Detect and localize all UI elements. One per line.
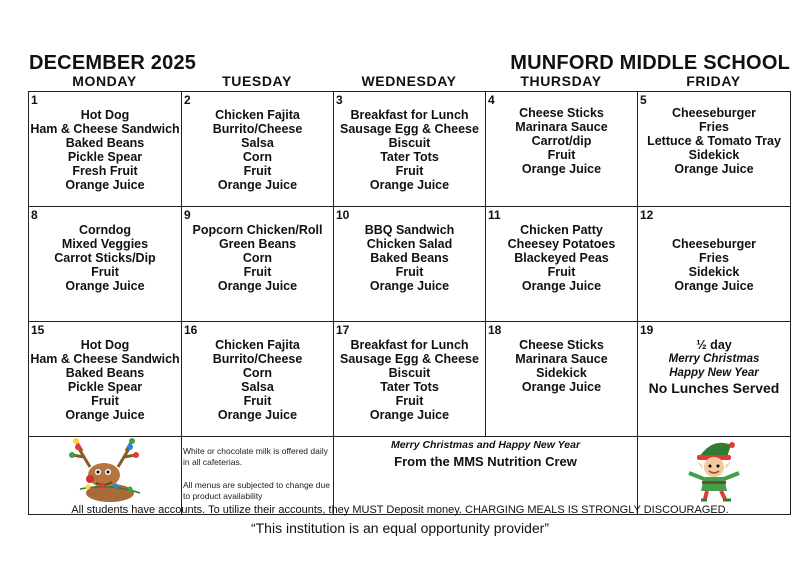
school-name: MUNFORD MIDDLE SCHOOL xyxy=(510,52,790,74)
menu-item: BBQ Sandwich xyxy=(364,223,455,237)
date-number: 17 xyxy=(336,323,350,337)
menu-item: Marinara Sauce xyxy=(515,120,608,134)
equal-opportunity-statement: “This institution is an equal opportunity provider” xyxy=(250,520,550,536)
menu-item: Fruit xyxy=(91,265,119,279)
day-cell xyxy=(486,92,638,207)
menu-item: Carrot/dip xyxy=(531,134,592,148)
menu-item: Breakfast for Lunch xyxy=(350,338,469,352)
date-number: 9 xyxy=(184,208,191,222)
menu-list xyxy=(638,237,790,293)
menu-item: Orange Juice xyxy=(521,162,602,176)
menu-calendar xyxy=(28,91,791,515)
no-lunches-notice: No Lunches Served xyxy=(648,380,780,396)
menu-item: Orange Juice xyxy=(217,408,298,422)
menu-item: Orange Juice xyxy=(521,380,602,394)
date-number: 16 xyxy=(184,323,198,337)
menu-list xyxy=(29,338,181,422)
menu-item: Chicken Fajita xyxy=(215,338,300,352)
milk-note: White or chocolate milk is offered daily in all cafeterias. xyxy=(183,446,328,467)
menu-list xyxy=(182,108,333,192)
menu-list xyxy=(29,223,181,293)
footer-row xyxy=(29,437,791,515)
elf-cell xyxy=(638,437,791,515)
menu-item: Corndog xyxy=(78,223,132,237)
menu-item: Fries xyxy=(699,251,729,265)
holiday-signature: From the MMS Nutrition Crew xyxy=(394,454,577,469)
day-header-friday: FRIDAY xyxy=(686,73,741,89)
menu-list xyxy=(486,338,637,394)
menu-item: Orange Juice xyxy=(674,162,754,176)
date-number: 11 xyxy=(488,208,501,222)
menu-item: Cheesey Potatoes xyxy=(507,237,616,251)
notes-cell xyxy=(182,437,334,515)
menu-change-note: All menus are subjected to change due to product availability xyxy=(183,480,330,501)
menu-item: Chicken Patty xyxy=(520,223,603,237)
menu-item: Blackeyed Peas xyxy=(514,251,609,265)
menu-item: Corn xyxy=(242,150,273,164)
menu-item: Ham & Cheese Sandwich xyxy=(30,122,180,136)
day-cell xyxy=(334,92,486,207)
menu-item: Fruit xyxy=(395,265,424,279)
menu-item: Fresh Fruit xyxy=(72,164,138,178)
menu-list xyxy=(638,106,790,176)
menu-item: Sidekick xyxy=(536,366,587,380)
day-cell xyxy=(486,322,638,437)
week-row xyxy=(29,207,791,322)
menu-item: Biscuit xyxy=(388,366,431,380)
menu-item: Fruit xyxy=(243,394,272,408)
menu-item: Chicken Fajita xyxy=(215,108,300,122)
day-cell xyxy=(334,322,486,437)
date-number: 4 xyxy=(488,93,495,107)
menu-item: Burrito/Cheese xyxy=(212,122,303,136)
menu-item: Mixed Veggies xyxy=(61,237,149,251)
menu-item: Orange Juice xyxy=(65,279,145,293)
menu-item: Corn xyxy=(242,366,273,380)
menu-item: Green Beans xyxy=(218,237,297,251)
reindeer-illustration xyxy=(60,437,150,503)
day-cell xyxy=(334,207,486,322)
date-number: 12 xyxy=(640,208,654,222)
weekday-header-row xyxy=(28,73,790,91)
menu-list xyxy=(182,338,333,422)
menu-item: Hot Dog xyxy=(80,108,130,122)
menu-item: Breakfast for Lunch xyxy=(350,108,469,122)
menu-item: Fruit xyxy=(547,148,576,162)
menu-item: Orange Juice xyxy=(369,279,450,293)
month-title: DECEMBER 2025 xyxy=(29,52,197,74)
holiday-greeting: Merry Christmas and Happy New Year xyxy=(390,439,581,451)
holiday-message-cell xyxy=(334,437,638,515)
menu-item: Marinara Sauce xyxy=(515,352,608,366)
date-number: 5 xyxy=(640,93,647,107)
menu-item: Fruit xyxy=(243,164,272,178)
holiday-message xyxy=(334,437,637,469)
holiday-notice xyxy=(638,338,790,397)
menu-item: Fruit xyxy=(395,394,424,408)
day-cell xyxy=(182,322,334,437)
menu-item: Baked Beans xyxy=(370,251,449,265)
menu-item: Salsa xyxy=(241,136,274,150)
menu-item: Fruit xyxy=(547,265,576,279)
accounts-notice: All students have accounts. To utilize their accounts, they MUST Deposit money. CHARGING MEALS IS STRONGLY DISCOURAGED. xyxy=(71,504,729,516)
menu-item: Chicken Salad xyxy=(366,237,453,251)
menu-item: Sidekick xyxy=(688,148,740,162)
menu-item: Orange Juice xyxy=(369,408,450,422)
menu-item: Fries xyxy=(699,120,729,134)
menu-item: Fruit xyxy=(243,265,272,279)
menu-item: Sausage Egg & Cheese xyxy=(340,352,479,366)
menu-item: Biscuit xyxy=(388,136,431,150)
menu-list xyxy=(182,223,333,293)
menu-item: Orange Juice xyxy=(369,178,450,192)
menu-item: Baked Beans xyxy=(65,136,145,150)
day-cell xyxy=(29,92,182,207)
menu-item: Orange Juice xyxy=(217,178,298,192)
day-cell xyxy=(638,92,791,207)
menu-list xyxy=(486,223,637,293)
menu-item: Fruit xyxy=(395,164,424,178)
menu-list xyxy=(334,108,485,192)
half-day-label: ½ day xyxy=(696,338,732,352)
menu-item: Orange Juice xyxy=(65,408,145,422)
week-row xyxy=(29,322,791,437)
menu-item: Orange Juice xyxy=(65,178,145,192)
menu-item: Tater Tots xyxy=(380,150,439,164)
menu-list xyxy=(29,108,181,192)
elf-illustration xyxy=(669,437,759,503)
day-header-thursday: THURSDAY xyxy=(520,73,602,89)
date-number: 18 xyxy=(488,323,502,337)
menu-item: Sidekick xyxy=(688,265,740,279)
day-cell xyxy=(182,207,334,322)
date-number: 10 xyxy=(336,208,350,222)
day-header-tuesday: TUESDAY xyxy=(222,73,292,89)
menu-item: Pickle Spear xyxy=(67,380,143,394)
menu-item: Baked Beans xyxy=(65,366,145,380)
day-header-wednesday: WEDNESDAY xyxy=(361,73,457,89)
menu-item: Orange Juice xyxy=(674,279,754,293)
menu-item: Burrito/Cheese xyxy=(212,352,303,366)
date-number: 3 xyxy=(336,93,343,107)
menu-item: Carrot Sticks/Dip xyxy=(54,251,156,265)
menu-item: Lettuce & Tomato Tray xyxy=(647,134,781,148)
day-cell xyxy=(638,322,791,437)
day-cell xyxy=(29,207,182,322)
menu-item: Cheese Sticks xyxy=(519,106,604,120)
menu-item: Ham & Cheese Sandwich xyxy=(30,352,180,366)
menu-item: Salsa xyxy=(241,380,274,394)
day-cell xyxy=(29,322,182,437)
greeting-christmas: Merry Christmas xyxy=(668,353,760,365)
date-number: 1 xyxy=(31,93,38,107)
menu-item: Hot Dog xyxy=(80,338,130,352)
date-number: 8 xyxy=(31,208,38,222)
menu-item: Cheese Sticks xyxy=(519,338,604,352)
menu-item: Corn xyxy=(242,251,273,265)
greeting-new-year: Happy New Year xyxy=(669,367,759,379)
menu-item: Fruit xyxy=(91,394,119,408)
menu-item: Tater Tots xyxy=(380,380,439,394)
menu-item: Popcorn Chicken/Roll xyxy=(192,223,323,237)
menu-notes xyxy=(182,437,333,502)
menu-list xyxy=(486,106,637,176)
menu-item: Orange Juice xyxy=(217,279,298,293)
day-cell xyxy=(182,92,334,207)
day-header-monday: MONDAY xyxy=(72,73,137,89)
menu-list xyxy=(334,223,485,293)
menu-item: Cheeseburger xyxy=(671,106,757,120)
menu-list xyxy=(334,338,485,422)
menu-item: Cheeseburger xyxy=(671,237,757,251)
day-cell xyxy=(638,207,791,322)
menu-item: Sausage Egg & Cheese xyxy=(340,122,479,136)
date-number: 19 xyxy=(640,323,654,337)
date-number: 15 xyxy=(31,323,45,337)
menu-item: Pickle Spear xyxy=(67,150,143,164)
reindeer-cell xyxy=(29,437,182,515)
date-number: 2 xyxy=(184,93,191,107)
week-row xyxy=(29,92,791,207)
menu-item: Orange Juice xyxy=(521,279,602,293)
day-cell xyxy=(486,207,638,322)
